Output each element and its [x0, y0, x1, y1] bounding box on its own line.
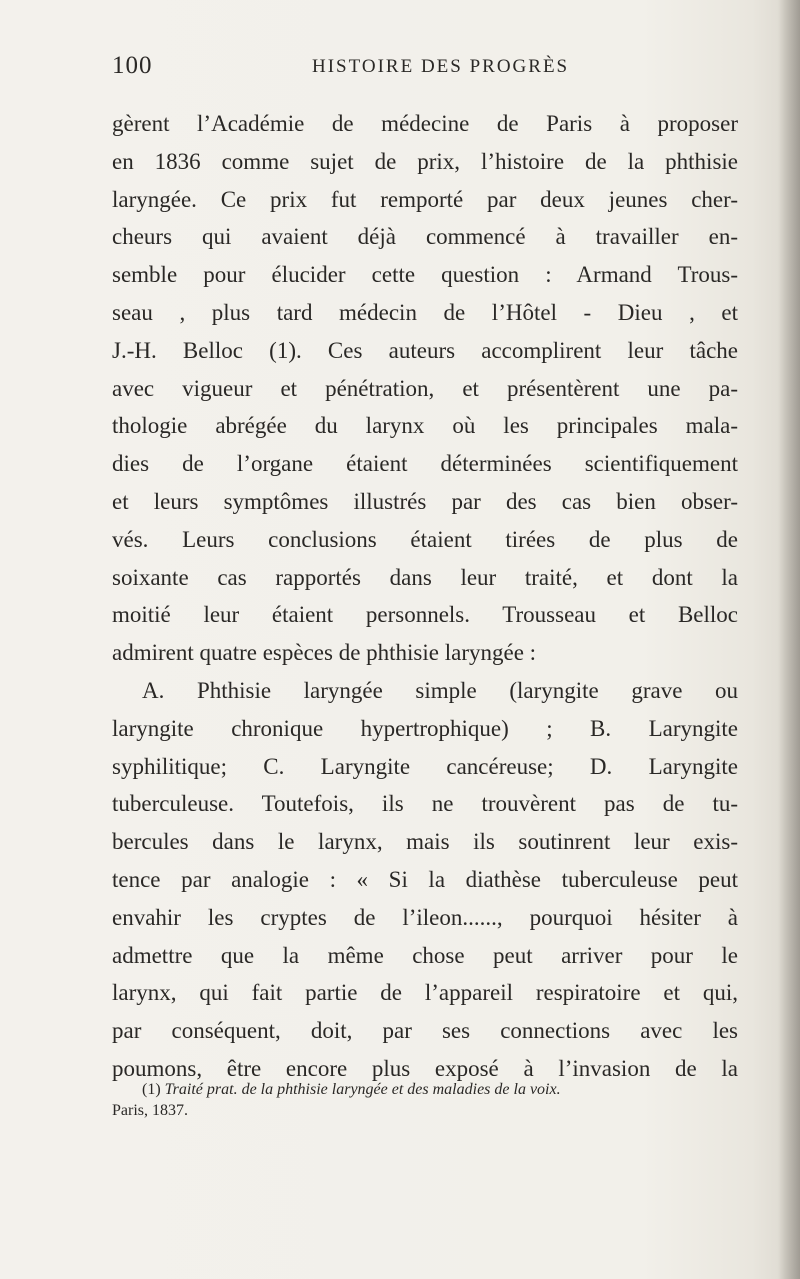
text-line: gèrent l’Académie de médecine de Paris à proposer — [112, 111, 738, 136]
page-number: 100 — [112, 52, 153, 79]
text-line: laryngite chronique hypertrophique) ; B. Laryngite — [112, 715, 738, 741]
text-line: tence par analogie : « Si la diathèse tuberculeuse peut — [112, 866, 738, 892]
text-line: admirent quatre espèces de phthisie laryngée : — [112, 640, 537, 666]
text-line: en 1836 comme sujet de prix, l’histoire de la phthisie — [112, 148, 738, 174]
text-line: larynx, qui fait partie de l’appareil respiratoire et qui, — [112, 980, 738, 1006]
running-head: HISTOIRE DES PROGRÈS — [312, 56, 570, 77]
text-line: seau , plus tard médecin de l’Hôtel - Dieu , et — [112, 299, 738, 325]
text-line: semble pour élucider cette question : Armand Trous- — [112, 262, 738, 288]
text-line: tuberculeuse. Toutefois, ils ne trouvèrent pas de tu- — [112, 791, 738, 817]
text-line: J.-H. Belloc (1). Ces auteurs accomplirent leur tâche — [112, 337, 738, 363]
footnote-place-year: Paris, 1837. — [112, 1102, 188, 1119]
text-line: et leurs symptômes illustrés par des cas bien obser- — [112, 488, 738, 514]
text-line: envahir les cryptes de l’ileon......, pourquoi hésiter à — [112, 904, 738, 930]
text-line: bercules dans le larynx, mais ils soutinrent leur exis- — [112, 829, 738, 855]
page-edge-shadow — [778, 0, 800, 1279]
footnote — [112, 1079, 738, 1121]
text-line: admettre que la même chose peut arriver pour le — [112, 942, 738, 968]
footnote-line — [112, 1079, 738, 1100]
text-line: poumons, être encore plus exposé à l’invasion de la — [112, 1055, 738, 1081]
text-line: syphilitique; C. Laryngite cancéreuse; D. Laryngite — [112, 753, 738, 779]
page-header — [112, 52, 732, 82]
text-line: vés. Leurs conclusions étaient tirées de plus de — [112, 526, 738, 552]
footnote-citation: Traité prat. de la phthisie laryngée et des maladies de la voix. — [164, 1081, 561, 1098]
text-line: cheurs qui avaient déjà commencé à travailler en- — [112, 224, 738, 250]
text-line: soixante cas rapportés dans leur traité, et dont la — [112, 564, 738, 590]
text-line: dies de l’organe étaient déterminées scientifiquement — [112, 451, 738, 477]
text-line: moitié leur étaient personnels. Trousseau et Belloc — [112, 602, 738, 628]
text-line: par conséquent, doit, par ses connections avec les — [112, 1018, 738, 1044]
body-text — [112, 105, 738, 1088]
text-line: thologie abrégée du larynx où les principales mala- — [112, 413, 738, 439]
text-line: A. Phthisie laryngée simple (laryngite grave ou — [142, 677, 738, 703]
text-line: laryngée. Ce prix fut remporté par deux jeunes cher- — [112, 186, 738, 212]
text-line: avec vigueur et pénétration, et présentèrent une pa- — [112, 375, 738, 401]
footnote-marker: (1) — [142, 1081, 161, 1098]
